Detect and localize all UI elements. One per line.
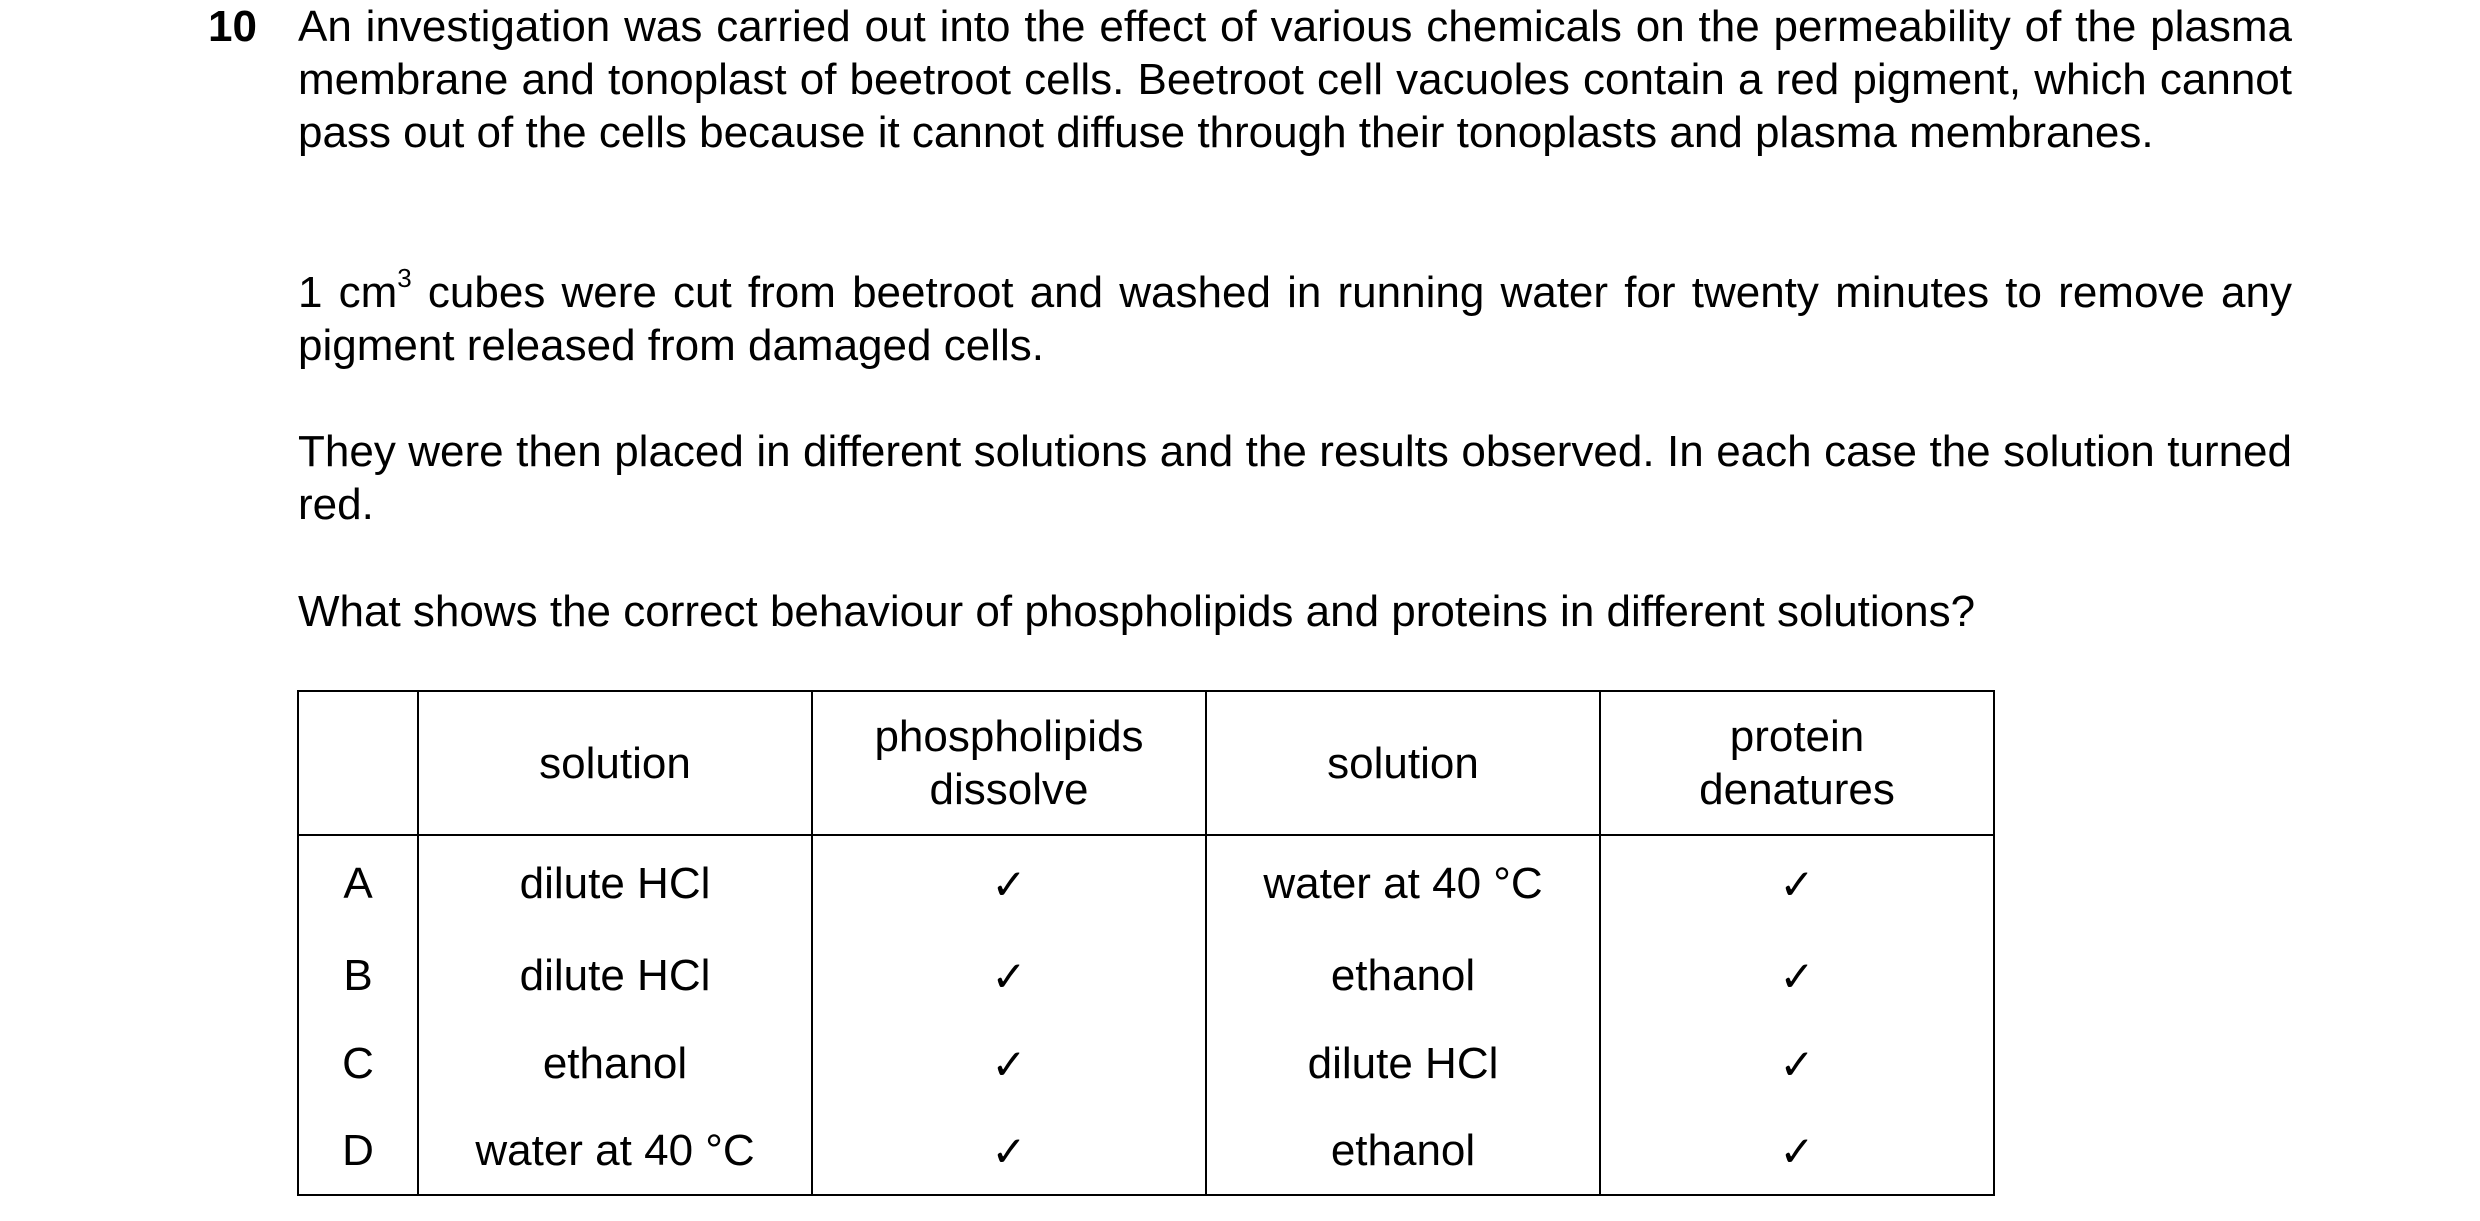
option-solution2: water at 40 °C [1206,835,1600,932]
option-letter: D [298,1108,418,1195]
results-paragraph: They were then placed in different solutions and the results observed. In each case the solution turned red. [298,427,2292,529]
protein-tick-icon: ✓ [1600,835,1994,932]
method-cube-size: 1 cm [298,268,398,317]
table-row [298,932,1994,1020]
option-solution1: dilute HCl [418,932,812,1020]
phospholipids-tick-icon: ✓ [812,835,1206,932]
option-letter: C [298,1020,418,1108]
phospholipids-tick-icon: ✓ [812,1020,1206,1108]
header-protein-denatures: protein denatures [1600,691,1994,835]
method-cube-exponent: 3 [397,263,412,294]
protein-tick-icon: ✓ [1600,932,1994,1020]
option-solution1: water at 40 °C [418,1108,812,1195]
table-row [298,835,1994,932]
question-intro-paragraph: An investigation was carried out into the effect of various chemicals on the permeability of the plasma membrane and tonoplast of beetroot cells. Beetroot cell vacuoles contain a red pigment, which cannot pass out of the cells because it cannot diffuse through their tonoplasts and plasma membranes. [298,2,2292,157]
table-header-row [298,691,1994,835]
option-letter: A [298,835,418,932]
phospholipids-tick-icon: ✓ [812,932,1206,1020]
answer-options-table [297,690,1995,1196]
table-row [298,1020,1994,1108]
option-solution2: ethanol [1206,1108,1600,1195]
protein-tick-icon: ✓ [1600,1020,1994,1108]
option-solution2: dilute HCl [1206,1020,1600,1108]
method-text: cubes were cut from beetroot and washed in running water for twenty minutes to remove any pigment released from damaged cells. [298,268,2292,370]
question-prompt: What shows the correct behaviour of phospholipids and proteins in different solutions? [298,587,1976,636]
option-solution1: ethanol [418,1020,812,1108]
phospholipids-tick-icon: ✓ [812,1108,1206,1195]
option-letter: B [298,932,418,1020]
protein-tick-icon: ✓ [1600,1108,1994,1195]
question-number: 10 [208,2,257,51]
table-row [298,1108,1994,1195]
header-solution-protein: solution [1206,691,1600,835]
method-paragraph [298,263,2292,372]
header-solution-phospholipids: solution [418,691,812,835]
header-blank [298,691,418,835]
option-solution1: dilute HCl [418,835,812,932]
header-phospholipids-dissolve: phospholipids dissolve [812,691,1206,835]
option-solution2: ethanol [1206,932,1600,1020]
